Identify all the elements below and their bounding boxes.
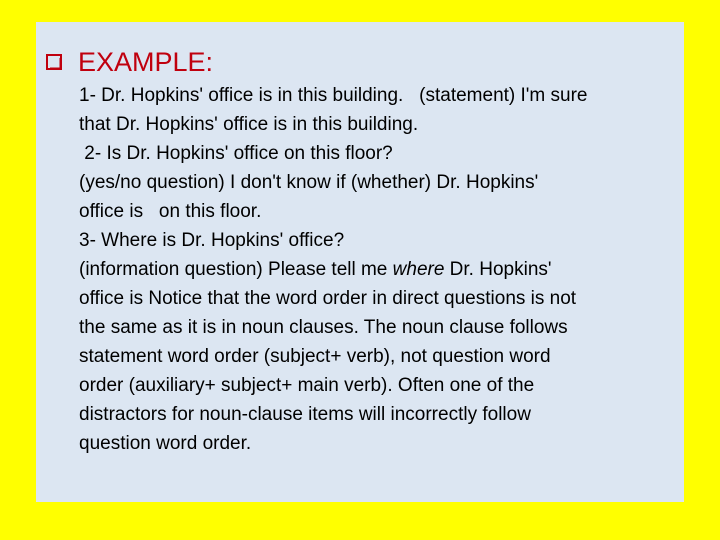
heading-text: EXAMPLE: xyxy=(78,46,214,77)
text-line xyxy=(79,255,679,284)
text-line: statement word order (subject+ verb), not question word xyxy=(79,346,551,367)
text-line: 3- Where is Dr. Hopkins' office? xyxy=(79,230,345,251)
text-line: the same as it is in noun clauses. The noun clause follows xyxy=(79,317,568,338)
text-line: (yes/no question) I don't know if (whether) Dr. Hopkins' xyxy=(79,172,539,193)
text-line: 2- Is Dr. Hopkins' office on this floor? xyxy=(79,143,393,164)
text-line: office is on this floor. xyxy=(79,201,262,222)
emphasized-word: where xyxy=(392,259,445,280)
text-line: question word order. xyxy=(79,433,252,454)
text-line: 1- Dr. Hopkins' office is in this building. (statement) I'm sure xyxy=(79,85,588,106)
checkbox-square-icon xyxy=(46,54,62,70)
text-line: that Dr. Hopkins' office is in this building. xyxy=(79,114,419,135)
text-line: distractors for noun-clause items will incorrectly follow xyxy=(79,404,531,425)
body-text xyxy=(79,81,679,458)
text-line: order (auxiliary+ subject+ main verb). Often one of the xyxy=(79,375,535,396)
text-line: office is Notice that the word order in direct questions is not xyxy=(79,288,577,309)
text-segment: Dr. Hopkins' xyxy=(444,259,552,280)
text-segment: (information question) Please tell me xyxy=(79,259,393,280)
section-heading xyxy=(46,45,213,79)
